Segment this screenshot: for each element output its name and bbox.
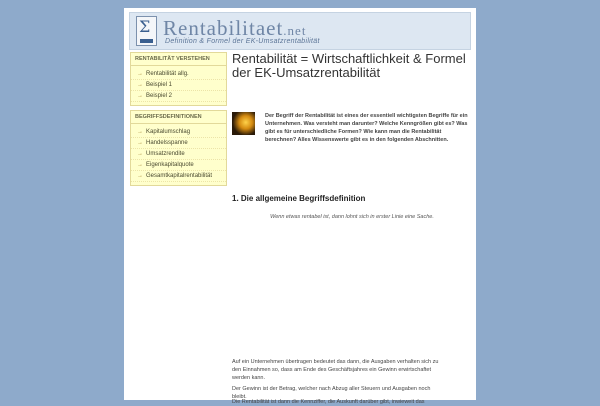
site-title-tld: .net — [283, 23, 307, 38]
sidebar-item-eigenkapitalquote[interactable] — [131, 160, 226, 171]
sidebar-item-label: Beispiel 2 — [146, 93, 173, 99]
sidebar-item-label: Eigenkapitalquote — [146, 162, 194, 168]
arrow-icon: → — [137, 129, 143, 135]
sidebar-item-kapitalumschlag[interactable] — [131, 127, 226, 138]
sidebar — [130, 52, 227, 190]
paragraph: Der Gewinn ist der Betrag, welcher nach Abzug aller Steuern und Ausgaben noch bleibt. — [232, 386, 431, 400]
sidebar-item-label: Handelsspanne — [146, 140, 188, 146]
sidebar-box-begriffe — [130, 110, 227, 186]
paragraph: Auf ein Unternehmen übertragen bedeutet das dann, die Ausgaben verhalten sich zu den Einnahmen so, dass am Ende des Geschäftsjahres ein Gewinn erwirtschaftet werden kann. — [232, 359, 439, 381]
arrow-icon: → — [137, 93, 143, 99]
intro-text: Der Begriff der Rentabilität ist eines der essentiell wichtigsten Begriffe für ein Unternehmen. Was versteht man darunter? Welche Kenngrößen gibt es? Was gibt es für unterschiedliche Formen? Wie kann man die Rentabilität berechnen? Alles Wissenswerte gibt es in den folgenden Abschnitten. — [265, 113, 468, 143]
sidebar-item-gesamtkapitalrentabilitaet[interactable] — [131, 171, 226, 182]
paragraph: Die Rentabilität ist dann die Kennziffer, die Auskunft darüber gibt, inwieweit das — [232, 399, 425, 405]
arrow-icon: → — [137, 71, 143, 77]
site-header — [129, 12, 471, 50]
sidebar-box-title: BEGRIFFSDEFINITIONEN — [131, 111, 226, 124]
sidebar-item-label: Rentabilität allg. — [146, 71, 189, 77]
sidebar-list — [131, 66, 226, 102]
sidebar-item-beispiel-2[interactable] — [131, 91, 226, 102]
site-subtitle: Definition & Formel der EK-Umsatzrentabilität — [165, 38, 320, 45]
sidebar-item-label: Gesamtkapitalrentabilität — [146, 173, 213, 179]
arrow-icon: → — [137, 140, 143, 146]
sidebar-item-label: Beispiel 1 — [146, 82, 173, 88]
sidebar-item-handelsspanne[interactable] — [131, 138, 226, 149]
section-heading: 1. Die allgemeine Begriffsdefinition — [232, 194, 366, 203]
sidebar-item-label: Umsatzrendite — [146, 151, 185, 157]
page — [124, 8, 476, 405]
site-title-main: Rentabilitaet — [163, 16, 284, 40]
sidebar-list — [131, 124, 226, 182]
sidebar-item-beispiel-1[interactable] — [131, 80, 226, 91]
intro-image — [232, 112, 255, 135]
sidebar-item-rentabilitaet-allg[interactable] — [131, 69, 226, 80]
sidebar-item-umsatzrendite[interactable] — [131, 149, 226, 160]
sidebar-box-title: RENTABILITÄT VERSTEHEN — [131, 53, 226, 66]
arrow-icon: → — [137, 173, 143, 179]
page-title: Rentabilität = Wirtschaftlichkeit & Formel der EK-Umsatzrentabilität — [232, 51, 466, 80]
sidebar-item-label: Kapitalumschlag — [146, 129, 191, 135]
site-logo-icon[interactable]: Σ — [136, 16, 157, 46]
quote-text: Wenn etwas rentabel ist, dann lohnt sich in erster Linie eine Sache. — [270, 214, 434, 220]
arrow-icon: → — [137, 151, 143, 157]
arrow-icon: → — [137, 82, 143, 88]
sidebar-box-rentabilitaet — [130, 52, 227, 106]
arrow-icon: → — [137, 162, 143, 168]
main-content — [232, 51, 472, 405]
